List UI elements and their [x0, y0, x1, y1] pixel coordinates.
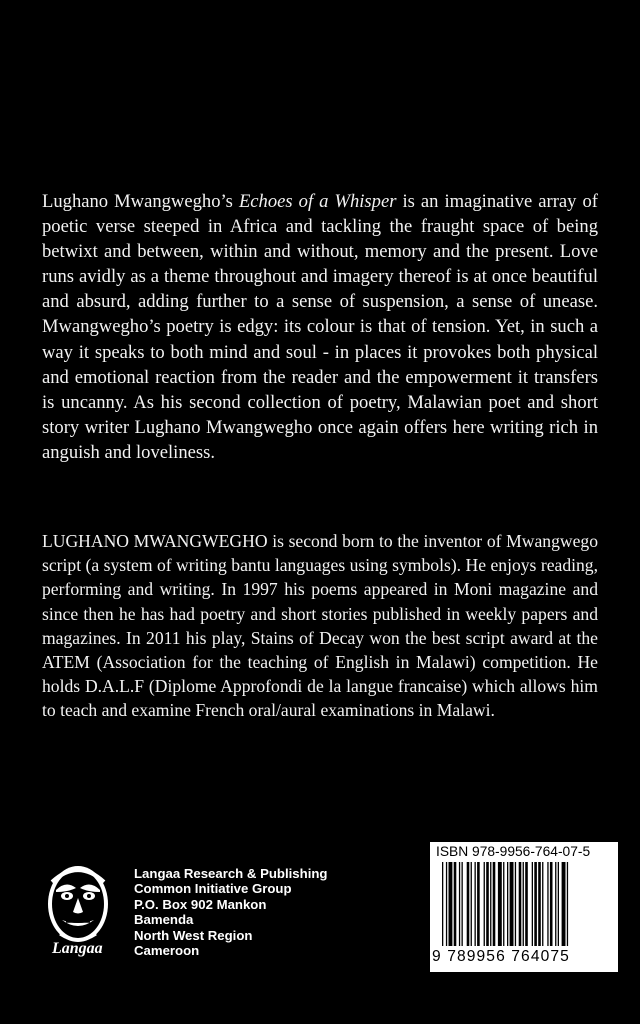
barcode-bar [486, 862, 489, 946]
back-cover-blurb [42, 189, 598, 465]
barcode-bar [490, 862, 491, 946]
barcode-bar [498, 862, 502, 946]
publisher-line: Common Initiative Group [134, 881, 292, 897]
publisher-line: Bamenda [134, 912, 194, 928]
barcode-bar [550, 862, 553, 946]
barcode-bar [532, 862, 533, 946]
barcode-bar [507, 862, 508, 946]
barcode-bar [562, 862, 566, 946]
barcode-bar [493, 862, 496, 946]
blurb-body: is an imaginative array of poetic verse steeped in Africa and tackling the fraught space of being betwixt and between, within and without, memory and the present. Love runs avidly as a theme throughout and imagery thereof is at once beautiful and absurd, adding further to a sense of suspension, a sense of unease. Mwangwegho’s poetry is edgy: its colour is that of tension. Yet, in such a way it speaks to both mind and soul - in places it provokes both physical and emotional reaction from the reader and the empowerment it transfers is uncanny. As his second collection of poetry, Malawian poet and short story writer Lughano Mwangwegho once again offers here writing rich in anguish and loveliness. [42, 191, 598, 463]
blurb-intro: Lughano Mwangwegho’s [42, 191, 239, 212]
publisher-line: Langaa Research & Publishing [134, 866, 328, 881]
barcode-bar [525, 862, 528, 946]
barcode-bar [484, 862, 485, 946]
barcode-bar [515, 862, 516, 946]
barcode-bar [446, 862, 447, 946]
barcode-bar [523, 862, 524, 946]
barcode-bar [477, 862, 480, 946]
author-bio: LUGHANO MWANGWEGHO is second born to the inventor of Mwangwego script (a system of writing bantu languages using symbols). He enjoys reading, performing and writing. In 1997 his poems appeared in Moni magazine and since then he has had poetry and short stories published in weekly papers and magazines. In 2011 his play, Stains of Decay won the best script award at the ATEM (Association for the teaching of English in Malawi) competition. He holds D.A.L.F (Diplome Approfondi de la langue francaise) which allows him to teach and examine French oral/aural examinations in Malawi. [42, 531, 598, 721]
publisher-line: Cameroon [134, 943, 200, 959]
barcode-bar [567, 862, 568, 946]
book-title: Echoes of a Whisper [238, 191, 397, 212]
barcode-bar [519, 862, 522, 946]
barcode-bar [442, 862, 443, 946]
publisher-line: North West Region [134, 927, 253, 943]
isbn-label: ISBN 978-9956-764-07-5 [436, 844, 591, 859]
barcode-bar [547, 862, 548, 946]
barcode-bar [558, 862, 559, 946]
barcode-bar [503, 862, 504, 946]
barcode-digits: 9 789956 764075 [432, 948, 570, 965]
barcode-bar [459, 862, 460, 946]
barcode-bar [471, 862, 472, 946]
barcode-bar [510, 862, 514, 946]
barcode-bar [542, 862, 543, 946]
barcode-bar [534, 862, 537, 946]
barcode-bar [462, 862, 463, 946]
barcode-bar [475, 862, 476, 946]
logo-wordmark: Langaa [52, 940, 103, 957]
publisher-address [134, 866, 394, 958]
barcode-bar [467, 862, 470, 946]
barcode-bar [449, 862, 453, 946]
barcode-bar [555, 862, 556, 946]
publisher-line: P.O. Box 902 Mankon [134, 896, 267, 912]
barcode-bar [454, 862, 457, 946]
barcode-bar [538, 862, 541, 946]
barcode-bars [442, 862, 612, 948]
